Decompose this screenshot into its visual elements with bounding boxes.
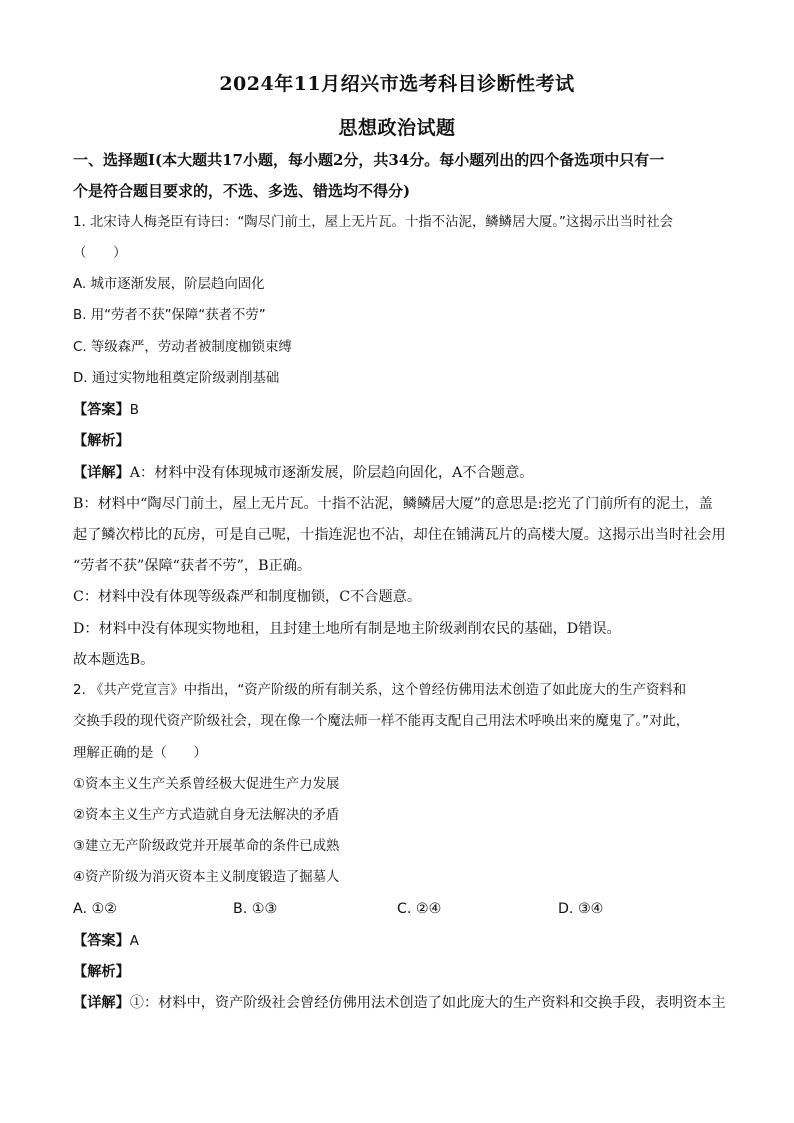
q1-option-d: D. 通过实物地租奠定阶级剥削基础 xyxy=(73,371,280,386)
q1-detail-line-1 xyxy=(73,463,733,483)
q1-option-c: C. 等级森严，劳动者被制度枷锁束缚 xyxy=(73,340,292,355)
q2-answer-value: A xyxy=(129,934,139,949)
q2-item-1: ①资本主义生产关系曾经极大促进生产力发展 xyxy=(73,777,340,792)
q2-detail-tag: 【详解】 xyxy=(73,995,130,1011)
q1-answer-value: B xyxy=(129,403,139,418)
q2-answer xyxy=(73,931,733,952)
q1-answer xyxy=(73,400,733,421)
q2-stem-line-1: 2. 《共产党宣言》中指出，“资产阶级的所有制关系，这个曾经仿佛用法术创造了如此庞大的生产资料和 xyxy=(73,683,687,698)
q2-item-3: ③建立无产阶级政党并开展革命的条件已成熟 xyxy=(73,839,340,854)
q2-analysis xyxy=(73,962,733,982)
q2-detail-line-1 xyxy=(73,993,733,1013)
q2-detail-text-1: ①：材料中，资产阶级社会曾经仿佛用法术创造了如此庞大的生产资料和交换手段，表明资本主 xyxy=(129,995,726,1011)
q1-detail-line-3: 起了鳞次栉比的瓦房，可是自己呢，十指连泥也不沾，却住在铺满瓦片的高楼大厦。这揭示出当时社会用 xyxy=(73,527,726,543)
q1-detail-text-1: A：材料中没有体现城市逐渐发展，阶层趋向固化，A不合题意。 xyxy=(129,465,534,481)
q1-detail-line-6: D：材料中没有体现实物地租，且封建土地所有制是地主阶级剥削农民的基础，D错误。 xyxy=(73,621,621,637)
q1-detail-line-4: “劳者不获”保障“获者不劳”，B正确。 xyxy=(73,558,312,574)
q1-option-b: B. 用“劳者不获”保障“获者不劳” xyxy=(73,308,266,323)
q1-answer-tag: 【答案】 xyxy=(73,402,130,418)
q2-analysis-tag: 【解析】 xyxy=(73,964,130,980)
section-heading-line-1: 一、选择题Ⅰ(本大题共17小题，每小题2分，共34分。每小题列出的四个备选项中只有一 xyxy=(73,151,665,169)
q2-choice-c: C. ②④ xyxy=(397,901,442,917)
q1-stem-line-1: 1. 北宋诗人梅尧臣有诗曰：“陶尽门前土，屋上无片瓦。十指不沾泥，鳞鳞居大厦。”这揭示出当时社会 xyxy=(73,215,674,230)
q1-detail-line-2: B：材料中“陶尽门前土，屋上无片瓦。十指不沾泥，鳞鳞居大厦”的意思是:挖光了门前所有的泥土，盖 xyxy=(73,496,713,512)
q2-item-2: ②资本主义生产方式造就自身无法解决的矛盾 xyxy=(73,808,340,823)
q2-stem-line-2: 交换手段的现代资产阶级社会，现在像一个魔法师一样不能再支配自己用法术呼唤出来的魔鬼了。”对此， xyxy=(73,714,690,729)
q2-item-4: ④资产阶级为消灭资本主义制度锻造了掘墓人 xyxy=(73,870,340,885)
q1-stem-line-2: （ ） xyxy=(73,246,127,261)
exam-subtitle: 思想政治试题 xyxy=(338,117,456,139)
q2-choice-d: D. ③④ xyxy=(558,901,604,917)
q1-analysis-tag: 【解析】 xyxy=(73,433,130,449)
q1-detail-line-5: C：材料中没有体现等级森严和制度枷锁，C不合题意。 xyxy=(73,589,422,605)
exam-title: 2024年11月绍兴市选考科目诊断性考试 xyxy=(219,73,575,95)
q2-choice-a: A. ①② xyxy=(73,901,117,917)
q2-stem-line-3: 理解正确的是（ ） xyxy=(73,746,207,761)
q2-choice-b: B. ①③ xyxy=(233,901,278,917)
section-heading-line-2: 个是符合题目要求的，不选、多选、错选均不得分) xyxy=(73,182,411,200)
q1-option-a: A. 城市逐渐发展，阶层趋向固化 xyxy=(73,277,265,292)
q1-conclusion: 故本题选B。 xyxy=(73,652,155,668)
q2-answer-tag: 【答案】 xyxy=(73,933,130,949)
q1-analysis xyxy=(73,431,733,451)
q1-detail-tag: 【详解】 xyxy=(73,465,130,481)
